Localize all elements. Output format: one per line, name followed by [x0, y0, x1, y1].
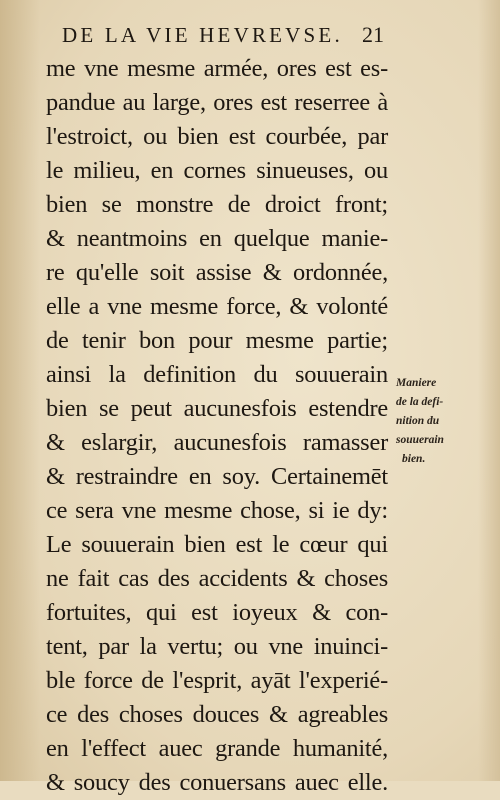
text-line: bien se peut aucunesfois estendre	[46, 395, 388, 422]
text-line: ne fait cas des accidents & choses	[46, 565, 388, 592]
text-line: ble force de l'esprit, ayāt l'experié-	[46, 667, 388, 694]
text-line: re qu'elle soit assise & ordonnée,	[46, 259, 388, 286]
margin-note-line: souuerain	[396, 434, 444, 446]
page-number: 21	[362, 22, 384, 47]
text-line: en l'effect auec grande humanité,	[46, 735, 388, 762]
text-line: & soucy des conuersans auec elle.	[46, 769, 388, 796]
margin-note-line: Maniere	[396, 377, 437, 389]
text-line: l'estroict, ou bien est courbée, par	[46, 123, 388, 150]
text-line: elle a vne mesme force, & volonté	[46, 293, 388, 320]
margin-note	[396, 374, 474, 469]
text-line: de tenir bon pour mesme partie;	[46, 327, 388, 354]
body-text	[46, 52, 388, 800]
text-line: Le souuerain bien est le cœur qui	[46, 531, 388, 558]
text-line: & eslargir, aucunesfois ramasser	[46, 429, 388, 456]
text-line: fortuites, qui est ioyeux & con-	[46, 599, 388, 626]
text-line: tent, par la vertu; ou vne inuinci-	[46, 633, 388, 660]
text-line: ainsi la definition du souuerain	[46, 361, 388, 388]
text-line: bien se monstre de droict front;	[46, 191, 388, 218]
text-line: & restraindre en soy. Certainemēt	[46, 463, 388, 490]
text-line: le milieu, en cornes sinueuses, ou	[46, 157, 388, 184]
text-line: me vne mesme armée, ores est es-	[46, 55, 388, 82]
margin-note-line: bien.	[402, 453, 426, 465]
running-title: DE LA VIE HEVREVSE.	[62, 23, 343, 47]
text-line: ce des choses douces & agreables	[46, 701, 388, 728]
margin-note-line: nition du	[396, 415, 440, 427]
text-line: ce sera vne mesme chose, si ie dy:	[46, 497, 388, 524]
margin-note-line: de la defi-	[396, 396, 444, 408]
text-line: & neantmoins en quelque manie-	[46, 225, 388, 252]
running-header	[62, 22, 384, 52]
text-line: pandue au large, ores est reserree à	[46, 89, 388, 116]
